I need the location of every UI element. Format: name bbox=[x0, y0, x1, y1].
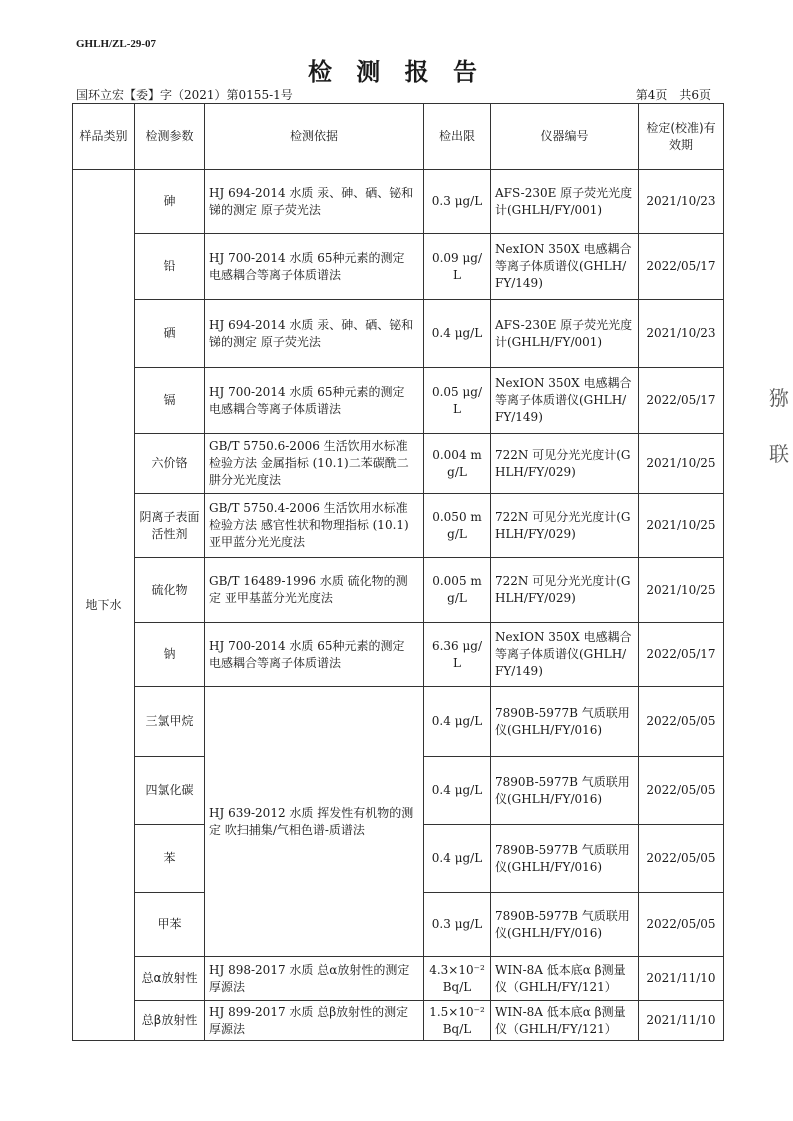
report-title: 检 测 报 告 bbox=[307, 58, 486, 86]
basis-cell: GB/T 5750.6-2006 生活饮用水标准检验方法 金属指标 (10.1)二苯碳酰二肼分光光度法 bbox=[205, 434, 424, 494]
instrument-cell: AFS-230E 原子荧光光度计(GHLH/FY/001) bbox=[491, 170, 639, 234]
header-param: 检测参数 bbox=[135, 104, 205, 170]
limit-cell: 0.4 μg/L bbox=[424, 825, 491, 893]
limit-cell: 6.36 μg/L bbox=[424, 623, 491, 687]
validity-cell: 2022/05/05 bbox=[639, 893, 724, 957]
limit-cell: 0.4 μg/L bbox=[424, 687, 491, 757]
limit-cell: 0.4 μg/L bbox=[424, 300, 491, 368]
instrument-cell: AFS-230E 原子荧光光度计(GHLH/FY/001) bbox=[491, 300, 639, 368]
margin-stamp-mark: 联 bbox=[769, 442, 789, 466]
param-cell: 六价铬 bbox=[135, 434, 205, 494]
basis-cell: GB/T 5750.4-2006 生活饮用水标准检验方法 感官性状和物理指标 (10.1) 亚甲蓝分光光度法 bbox=[205, 494, 424, 558]
document-code: GHLH/ZL-29-07 bbox=[76, 38, 157, 50]
limit-cell: 0.3 μg/L bbox=[424, 170, 491, 234]
sample-type-cell: 地下水 bbox=[73, 170, 135, 1041]
limit-cell: 0.05 μg/L bbox=[424, 368, 491, 434]
validity-cell: 2022/05/05 bbox=[639, 757, 724, 825]
table-row bbox=[73, 170, 724, 234]
param-cell: 钠 bbox=[135, 623, 205, 687]
instrument-cell: 7890B-5977B 气质联用仪(GHLH/FY/016) bbox=[491, 893, 639, 957]
table-row bbox=[73, 957, 724, 1001]
instrument-cell: NexION 350X 电感耦合等离子体质谱仪(GHLH/FY/149) bbox=[491, 368, 639, 434]
basis-cell: HJ 898-2017 水质 总α放射性的测定 厚源法 bbox=[205, 957, 424, 1001]
margin-stamp-mark: 猕 bbox=[769, 386, 789, 410]
basis-cell: HJ 694-2014 水质 汞、砷、硒、铋和锑的测定 原子荧光法 bbox=[205, 300, 424, 368]
instrument-cell: NexION 350X 电感耦合等离子体质谱仪(GHLH/FY/149) bbox=[491, 234, 639, 300]
instrument-cell: 7890B-5977B 气质联用仪(GHLH/FY/016) bbox=[491, 757, 639, 825]
table-row bbox=[73, 368, 724, 434]
instrument-cell: WIN-8A 低本底α β测量仪（GHLH/FY/121） bbox=[491, 1001, 639, 1041]
validity-cell: 2022/05/17 bbox=[639, 234, 724, 300]
param-cell: 苯 bbox=[135, 825, 205, 893]
param-cell: 硫化物 bbox=[135, 558, 205, 623]
instrument-cell: 722N 可见分光光度计(GHLH/FY/029) bbox=[491, 434, 639, 494]
page-indicator: 第4页 共6页 bbox=[635, 88, 711, 102]
limit-cell: 0.005 mg/L bbox=[424, 558, 491, 623]
table-row bbox=[73, 687, 724, 757]
table-row bbox=[73, 234, 724, 300]
limit-cell: 4.3×10⁻² Bq/L bbox=[424, 957, 491, 1001]
limit-cell: 0.09 μg/L bbox=[424, 234, 491, 300]
instrument-cell: 7890B-5977B 气质联用仪(GHLH/FY/016) bbox=[491, 825, 639, 893]
limit-cell: 0.004 mg/L bbox=[424, 434, 491, 494]
basis-cell: HJ 899-2017 水质 总β放射性的测定 厚源法 bbox=[205, 1001, 424, 1041]
basis-cell: HJ 639-2012 水质 挥发性有机物的测定 吹扫捕集/气相色谱-质谱法 bbox=[205, 687, 424, 957]
table-row bbox=[73, 434, 724, 494]
limit-cell: 0.3 μg/L bbox=[424, 893, 491, 957]
instrument-cell: WIN-8A 低本底α β测量仪（GHLH/FY/121） bbox=[491, 957, 639, 1001]
instrument-cell: 722N 可见分光光度计(GHLH/FY/029) bbox=[491, 558, 639, 623]
validity-cell: 2021/11/10 bbox=[639, 1001, 724, 1041]
report-number: 国环立宏【委】字（2021）第0155-1号 bbox=[76, 88, 293, 102]
header-limit: 检出限 bbox=[424, 104, 491, 170]
validity-cell: 2022/05/17 bbox=[639, 368, 724, 434]
param-cell: 砷 bbox=[135, 170, 205, 234]
validity-cell: 2022/05/17 bbox=[639, 623, 724, 687]
limit-cell: 0.4 μg/L bbox=[424, 757, 491, 825]
param-cell: 镉 bbox=[135, 368, 205, 434]
validity-cell: 2022/05/05 bbox=[639, 687, 724, 757]
header-sample-type: 样品类别 bbox=[73, 104, 135, 170]
test-results-table bbox=[72, 103, 724, 1041]
table-row bbox=[73, 558, 724, 623]
validity-cell: 2021/10/23 bbox=[639, 300, 724, 368]
param-cell: 总α放射性 bbox=[135, 957, 205, 1001]
validity-cell: 2021/11/10 bbox=[639, 957, 724, 1001]
table-header-row bbox=[73, 104, 724, 170]
table-row bbox=[73, 623, 724, 687]
param-cell: 甲苯 bbox=[135, 893, 205, 957]
table-row bbox=[73, 1001, 724, 1041]
basis-cell: HJ 694-2014 水质 汞、砷、硒、铋和锑的测定 原子荧光法 bbox=[205, 170, 424, 234]
validity-cell: 2022/05/05 bbox=[639, 825, 724, 893]
table-row bbox=[73, 494, 724, 558]
param-cell: 三氯甲烷 bbox=[135, 687, 205, 757]
validity-cell: 2021/10/25 bbox=[639, 558, 724, 623]
basis-cell: GB/T 16489-1996 水质 硫化物的测定 亚甲基蓝分光光度法 bbox=[205, 558, 424, 623]
table-row bbox=[73, 300, 724, 368]
basis-cell: HJ 700-2014 水质 65种元素的测定 电感耦合等离子体质谱法 bbox=[205, 234, 424, 300]
instrument-cell: NexION 350X 电感耦合等离子体质谱仪(GHLH/FY/149) bbox=[491, 623, 639, 687]
validity-cell: 2021/10/25 bbox=[639, 434, 724, 494]
limit-cell: 1.5×10⁻² Bq/L bbox=[424, 1001, 491, 1041]
param-cell: 铅 bbox=[135, 234, 205, 300]
header-validity: 检定(校准)有效期 bbox=[639, 104, 724, 170]
param-cell: 总β放射性 bbox=[135, 1001, 205, 1041]
basis-cell: HJ 700-2014 水质 65种元素的测定 电感耦合等离子体质谱法 bbox=[205, 623, 424, 687]
header-instrument: 仪器编号 bbox=[491, 104, 639, 170]
header-basis: 检测依据 bbox=[205, 104, 424, 170]
instrument-cell: 7890B-5977B 气质联用仪(GHLH/FY/016) bbox=[491, 687, 639, 757]
limit-cell: 0.050 mg/L bbox=[424, 494, 491, 558]
validity-cell: 2021/10/25 bbox=[639, 494, 724, 558]
validity-cell: 2021/10/23 bbox=[639, 170, 724, 234]
param-cell: 硒 bbox=[135, 300, 205, 368]
param-cell: 四氯化碳 bbox=[135, 757, 205, 825]
instrument-cell: 722N 可见分光光度计(GHLH/FY/029) bbox=[491, 494, 639, 558]
param-cell: 阴离子表面活性剂 bbox=[135, 494, 205, 558]
basis-cell: HJ 700-2014 水质 65种元素的测定 电感耦合等离子体质谱法 bbox=[205, 368, 424, 434]
